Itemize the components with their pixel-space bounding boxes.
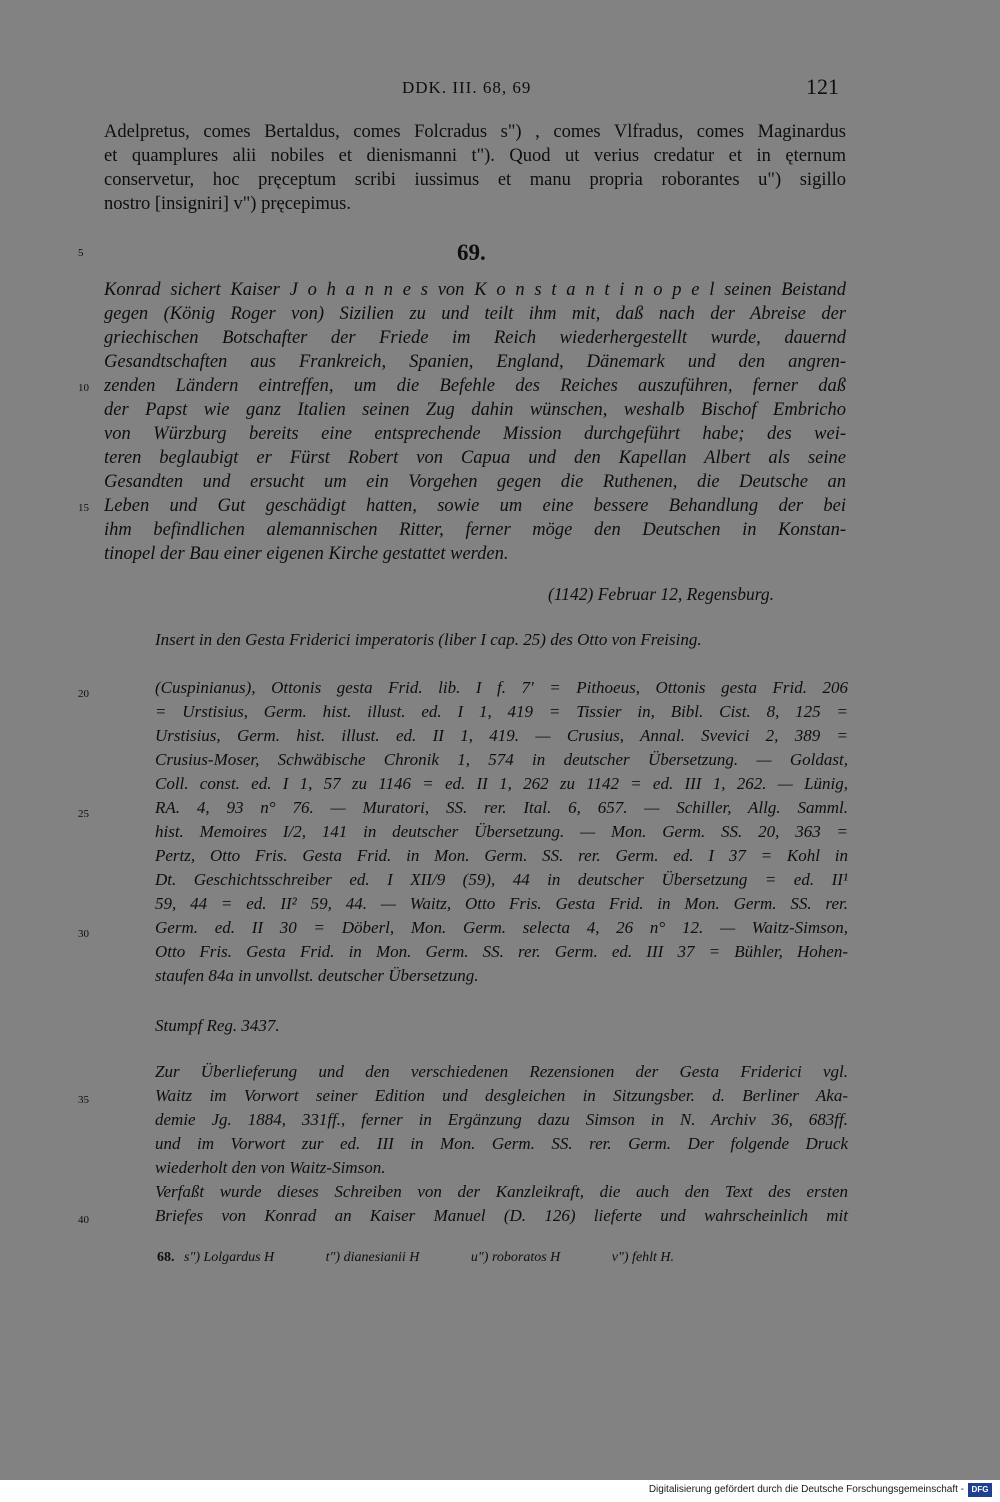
text-line: conservetur, hoc pręceptum scribi iussimus et manu propria roborantes u") sigillo — [104, 170, 846, 190]
editions-line: Germ. ed. II 30 = Döberl, Mon. Germ. selecta 4, 26 n° 12. — Waitz-Simson, — [155, 918, 848, 937]
regest-line: Leben und Gut geschädigt hatten, sowie um eine bessere Behandlung der bei — [104, 496, 846, 516]
page-header — [0, 74, 1000, 104]
editions-line: (Cuspinianus), Ottonis gesta Frid. lib. I f. 7' = Pithoeus, Ottonis gesta Frid. 206 — [155, 678, 848, 697]
line-number: 30 — [78, 928, 89, 940]
editions-line: staufen 84a in unvollst. deutscher Übersetzung. — [155, 966, 479, 985]
editions-line: hist. Memoires I/2, 141 in deutscher Übersetzung. — Mon. Germ. SS. 20, 363 = — [155, 822, 848, 841]
line-number: 5 — [78, 247, 84, 259]
regest-line: zenden Ländern eintreffen, um die Befehle des Reiches auszuführen, ferner daß — [104, 376, 846, 396]
dateline: (1142) Februar 12, Regensburg. — [548, 584, 775, 604]
apparatus-footnotes — [157, 1250, 722, 1266]
commentary-line: und im Vorwort zur ed. III in Mon. Germ. SS. rer. Germ. Der folgende Druck — [155, 1134, 848, 1153]
editions-line: Pertz, Otto Fris. Gesta Frid. in Mon. Germ. SS. rer. Germ. ed. I 37 = Kohl in — [155, 846, 848, 865]
editions-line: Urstisius, Germ. hist. illust. ed. II 1, 419. — Crusius, Annal. Svevici 2, 389 = — [155, 726, 848, 745]
line-number: 35 — [78, 1094, 89, 1106]
text-line: nostro [insigniri] v") pręcepimus. — [104, 194, 351, 214]
line-number: 40 — [78, 1214, 89, 1226]
digitization-footer — [0, 1480, 1000, 1502]
footnote: s") Lolgardus H — [184, 1250, 275, 1265]
dfg-logo-icon: DFG — [968, 1483, 992, 1497]
editions-line: Otto Fris. Gesta Frid. in Mon. Germ. SS. rer. Germ. ed. III 37 = Bühler, Hohen- — [155, 942, 848, 961]
footnote: t") dianesianii H — [325, 1250, 420, 1265]
funding-credit: Digitalisierung gefördert durch die Deutsche Forschungsgemeinschaft - — [648, 1484, 964, 1495]
commentary-line: demie Jg. 1884, 331ff., ferner in Ergänzung dazu Simson in N. Archiv 36, 683ff. — [155, 1110, 848, 1129]
regesta-reference: Stumpf Reg. 3437. — [155, 1016, 280, 1035]
regest-line: teren beglaubigt er Fürst Robert von Capua und den Kapellan Albert als seine — [104, 448, 846, 468]
regest-line: griechischen Botschafter der Friede im Reich wiederhergestellt wurde, dauernd — [104, 328, 846, 348]
regest-line: Gesandtschaften aus Frankreich, Spanien, England, Dänemark und den angren- — [104, 352, 846, 372]
editions-line: RA. 4, 93 n° 76. — Muratori, SS. rer. Ital. 6, 657. — Schiller, Allg. Samml. — [155, 798, 848, 817]
commentary-line: Verfaßt wurde dieses Schreiben von der Kanzleikraft, die auch den Text des ersten — [155, 1182, 848, 1201]
footnote: v") fehlt H. — [611, 1250, 675, 1265]
editions-line: Dt. Geschichtsschreiber ed. I XII/9 (59), 44 in deutscher Übersetzung = ed. II¹ — [155, 870, 848, 889]
regest-line: von Würzburg bereits eine entsprechende Mission durchgeführt habe; des wei- — [104, 424, 846, 444]
regest-line: der Papst wie ganz Italien seinen Zug dahin wünschen, weshalb Bischof Embricho — [104, 400, 846, 420]
editions-line: = Urstisius, Germ. hist. illust. ed. I 1, 419 = Tissier in, Bibl. Cist. 8, 125 = — [155, 702, 848, 721]
line-number: 15 — [78, 502, 89, 514]
commentary-line: wiederholt den von Waitz-Simson. — [155, 1158, 386, 1177]
source-note: Insert in den Gesta Friderici imperatoris (liber I cap. 25) des Otto von Freising. — [155, 630, 702, 649]
footnote: u") roboratos H — [470, 1250, 561, 1265]
line-number: 25 — [78, 808, 89, 820]
commentary-line: Briefes von Konrad an Kaiser Manuel (D. 126) lieferte und wahrscheinlich mit — [155, 1206, 848, 1225]
text-line: Adelpretus, comes Bertaldus, comes Folcradus s") , comes Vlfradus, comes Maginardus — [104, 122, 846, 142]
line-number: 10 — [78, 382, 89, 394]
regest-line: ihm befindlichen alemannischen Ritter, ferner möge den Deutschen in Konstan- — [104, 520, 846, 540]
footnote-label: 68. — [157, 1250, 175, 1265]
regest-line: Konrad sichert Kaiser J o h a n n e s von K o n s t a n t i n o p e l seinen Beistand — [104, 280, 846, 300]
regest-line: Gesandten und ersucht um ein Vorgehen gegen die Ruthenen, die Deutsche an — [104, 472, 846, 492]
regest-line: tinopel der Bau einer eigenen Kirche gestattet werden. — [104, 544, 509, 564]
regest-line: gegen (König Roger von) Sizilien zu und teilt ihm mit, daß nach der Abreise der — [104, 304, 846, 324]
text-line: et quamplures alii nobiles et dienismanni t"). Quod ut verius credatur et in ęternum — [104, 146, 846, 166]
editions-line: Coll. const. ed. I 1, 57 zu 1146 = ed. II 1, 262 zu 1142 = ed. III 1, 262. — Lünig, — [155, 774, 848, 793]
editions-line: Crusius-Moser, Schwäbische Chronik 1, 574 in deutscher Übersetzung. — Goldast, — [155, 750, 848, 769]
running-head: DDK. III. 68, 69 — [402, 78, 532, 97]
page-number: 121 — [806, 74, 839, 99]
commentary-line: Waitz im Vorwort seiner Edition und desgleichen in Sitzungsber. d. Berliner Aka- — [155, 1086, 848, 1105]
editions-line: 59, 44 = ed. II² 59, 44. — Waitz, Otto Fris. Gesta Frid. in Mon. Germ. SS. rer. — [155, 894, 848, 913]
line-number: 20 — [78, 688, 89, 700]
document-number: 69. — [457, 240, 486, 265]
commentary-line: Zur Überlieferung und den verschiedenen Rezensionen der Gesta Friderici vgl. — [155, 1062, 848, 1081]
